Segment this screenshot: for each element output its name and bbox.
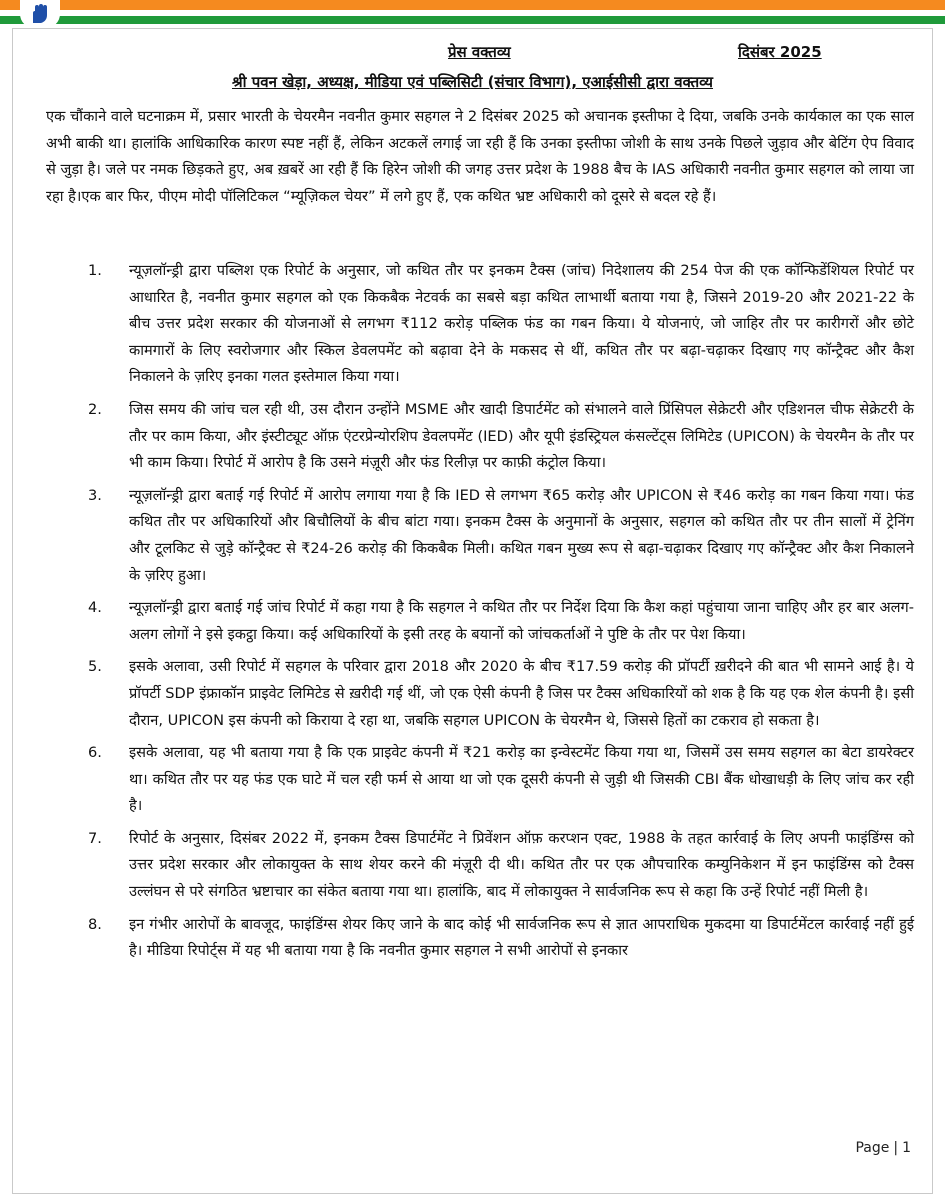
list-item-text: न्यूज़लॉन्ड्री द्वारा बताई गई रिपोर्ट में आरोप लगाया गया है कि IED से लगभग ₹65 करोड़ और UPICON से ₹46 करोड़ का गबन किया गया। फंड कथित तौर पर अधिकारियों और बिचौलियों के बीच बांटा गया। इनकम टैक्स के अनुमानों के अनुसार, सहगल को कथित तौर पर तीन सालों में ट्रेनिंग और टूलकिट से जुड़े कॉन्ट्रैक्ट से ₹24-26 करोड़ की किकबैक मिली। कथित गबन मुख्य रूप से बढ़ा-चढ़ाकर दिखाए गए कॉन्ट्रैक्ट और कैश निकालने के ज़रिए हुआ। xyxy=(129,486,914,584)
list-item xyxy=(46,595,914,648)
list-item-number: 6. xyxy=(88,744,102,762)
list-item-number: 1. xyxy=(88,262,102,279)
party-logo xyxy=(20,0,60,28)
list-item xyxy=(46,912,914,965)
intro-paragraph: एक चौंकाने वाले घटनाक्रम में, प्रसार भारती के चेयरमैन नवनीत कुमार सहगल ने 2 दिसंबर 2025 को अचानक इस्तीफा दे दिया, जबकि उनके कार्यकाल का एक साल अभी बाकी था। हालांकि आधिकारिक कारण स्पष्ट नहीं हैं, लेकिन अटकलें लगाई जा रही हैं कि उनका इस्तीफा जोशी के साथ उनके पिछले जुड़ाव और बेटिंग ऐप विवाद से जुड़ा है। जले पर नमक छिड़कते हुए, अब ख़बरें आ रही हैं कि हिरेन जोशी की जगह उत्तर प्रदेश के 1988 बैच के IAS अधिकारी नवनीत कुमार सहगल को लाया जा रहा है।एक बार फिर, पीएम मोदी पॉलिटिकल “म्यूज़िकल चेयर” में लगे हुए हैं, एक कथित भ्रष्ट अधिकारी को दूसरे से बदल रहे हैं। xyxy=(46,108,914,205)
list-item-number: 7. xyxy=(88,829,102,847)
list-item-text: रिपोर्ट के अनुसार, दिसंबर 2022 में, इनकम टैक्स डिपार्टमेंट ने प्रिवेंशन ऑफ़ करप्शन एक्ट, 1988 के तहत कार्रवाई के लिए अपनी फाइंडिंग्स को उत्तर प्रदेश सरकार और लोकायुक्त के साथ शेयर करने की मंज़ूरी दी थी। कथित तौर पर एक औपचारिक कम्युनिकेशन में इन फाइंडिंग्स को टैक्स उल्लंघन से परे संगठित भ्रष्टाचार का संकेत बताया गया था। हालांकि, बाद में लोकायुक्त ने सार्वजनिक रूप से कहा कि उन्हें रिपोर्ट नहीं मिली है। xyxy=(129,829,914,901)
page-footer xyxy=(855,1140,911,1156)
hand-symbol-icon xyxy=(27,3,53,25)
page-label: Page xyxy=(855,1140,890,1156)
list-item-number: 8. xyxy=(88,915,102,933)
list-item-number: 3. xyxy=(88,486,102,504)
list-item-text: न्यूज़लॉन्ड्री द्वारा पब्लिश एक रिपोर्ट के अनुसार, जो कथित तौर पर इनकम टैक्स (जांच) निदेशालय की 254 पेज की एक कॉन्फिडेंशियल रिपोर्ट पर आधारित है, नवनीत कुमार सहगल को एक किकबैक नेटवर्क का सबसे बड़ा कथित लाभार्थी बताया गया है, जिसने 2019-20 और 2021-22 के बीच उत्तर प्रदेश सरकार की योजनाओं से लगभग ₹112 करोड़ पब्लिक फंड का गबन किया। ये योजनाएं, जो जाहिर तौर पर कारीगरों और छोटे कामगारों के लिए स्वरोजगार और स्किल डेवलपमेंट को बढ़ावा देने के मकसद से थीं, कथित तौर पर बढ़ा-चढ़ाकर दिखाए गए कॉन्ट्रैक्ट और कैश निकालने के ज़रिए इनका गलत इस्तेमाल किया गया। xyxy=(129,262,914,386)
list-item xyxy=(46,740,914,820)
list-item-text: इसके अलावा, उसी रिपोर्ट में सहगल के परिवार द्वारा 2018 और 2020 के बीच ₹17.59 करोड़ की प्रॉपर्टी ख़रीदने की बात भी सामने आई है। ये प्रॉपर्टी SDP इंफ्राकॉन प्राइवेट लिमिटेड से ख़रीदी गई थीं, जो एक ऐसी कंपनी है जिस पर टैक्स अधिकारियों को शक है कि यह एक शेल कंपनी है। इसी दौरान, UPICON इस कंपनी को किराया दे रहा था, जबकि सहगल UPICON के चेयरमैन थे, जिससे हितों का टकराव हो सकता है। xyxy=(129,658,914,729)
list-item xyxy=(46,483,914,589)
list-item-text: न्यूज़लॉन्ड्री द्वारा बताई गई जांच रिपोर्ट में कहा गया है कि सहगल ने कथित तौर पर निर्देश दिया कि कैश कहां पहुंचाया जाना चाहिए और हर बार अलग-अलग लोगों ने इसे इकट्ठा किया। कई अधिकारियों के इसी तरह के बयानों को जांचकर्ताओं ने पुष्टि के तौर पर पेश किया। xyxy=(129,599,914,643)
list-item-text: इसके अलावा, यह भी बताया गया है कि एक प्राइवेट कंपनी में ₹21 करोड़ का इन्वेस्टमेंट किया गया था, जिसमें उस समय सहगल का बेटा डायरेक्टर था। कथित तौर पर यह फंड एक घाटे में चल रही फर्म से आया था जो एक दूसरी कंपनी से जुड़ी थी जिसकी CBI बैंक धोखाधड़ी के लिए जांच कर रही है। xyxy=(129,744,914,815)
list-item-number: 4. xyxy=(88,599,102,617)
list-item xyxy=(46,397,914,477)
list-item xyxy=(46,258,914,391)
list-item-text: जिस समय की जांच चल रही थी, उस दौरान उन्होंने MSME और खादी डिपार्टमेंट को संभालने वाले प्रिंसिपल सेक्रेटरी और एडिशनल चीफ सेक्रेटरी के तौर पर काम किया, और इंस्टीट्यूट ऑफ़ एंटरप्रेन्योरशिप डेवलपमेंट (IED) और यूपी इंडस्ट्रियल कंसल्टेंट्स लिमिटेड (UPICON) के चेयरमैन के तौर पर भी काम किया। रिपोर्ट में आरोप है कि उसने मंज़ूरी और फंड रिलीज़ पर काफ़ी कंट्रोल किया। xyxy=(129,400,914,472)
green-stripe xyxy=(0,16,945,24)
document-header xyxy=(0,42,945,64)
press-statement-label: प्रेस वक्तव्य xyxy=(448,43,511,61)
statement-date: दिसंबर 2025 xyxy=(738,43,822,61)
saffron-stripe xyxy=(0,0,945,10)
list-item-text: इन गंभीर आरोपों के बावजूद, फाइंडिंग्स शेयर किए जाने के बाद कोई भी सार्वजनिक रूप से ज्ञात आपराधिक मुकदमा या डिपार्टमेंटल कार्रवाई नहीं हुई है। मीडिया रिपोर्ट्स में यह भी बताया गया है कि नवनीत कुमार सहगल ने सभी आरोपों से इनकार xyxy=(129,915,914,960)
allegations-list xyxy=(46,258,914,971)
list-item-number: 5. xyxy=(88,658,102,676)
page-number: 1 xyxy=(902,1140,911,1156)
list-item xyxy=(46,654,914,734)
list-item-number: 2. xyxy=(88,400,102,418)
page-separator: | xyxy=(893,1140,899,1156)
letterhead-band xyxy=(0,0,945,28)
list-item xyxy=(46,826,914,906)
statement-subtitle: श्री पवन खेड़ा, अध्यक्ष, मीडिया एवं पब्लिसिटी (संचार विभाग), एआईसीसी द्वारा वक्तव्य xyxy=(231,73,714,91)
